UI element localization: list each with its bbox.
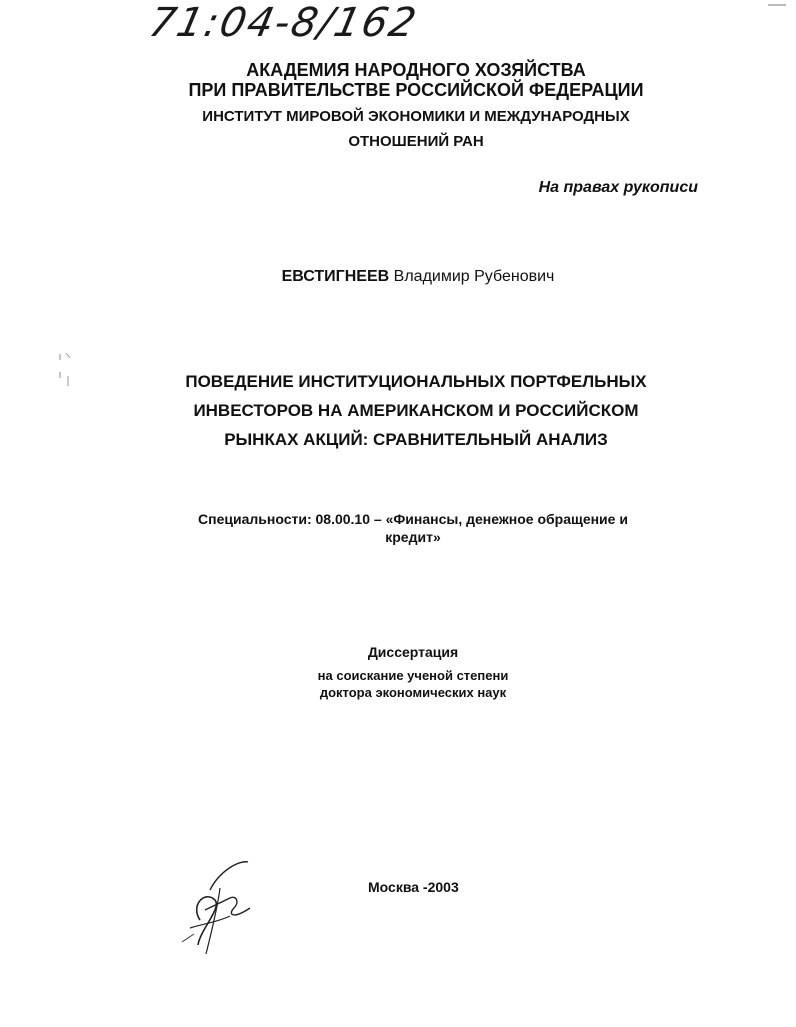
work-type: Диссертация	[367, 644, 459, 660]
author-name	[20, 268, 796, 286]
dissertation-title-line-1: ПОВЕДЕНИЕ ИНСТИТУЦИОНАЛЬНЫХ ПОРТФЕЛЬНЫХ	[185, 372, 647, 391]
specialty-block	[15, 510, 796, 546]
specialty-line-2: кредит»	[385, 529, 441, 545]
organization-line-1: АКАДЕМИЯ НАРОДНОГО ХОЗЯЙСТВА	[246, 60, 586, 80]
institute-line-1: ИНСТИТУТ МИРОВОЙ ЭКОНОМИКИ И МЕЖДУНАРОДНЫХ	[202, 108, 630, 125]
city-year: Москва -2003	[368, 879, 459, 895]
author-surname: ЕВСТИГНЕЕВ	[281, 268, 390, 285]
degree-line-2: доктора экономических наук	[319, 685, 507, 700]
scan-mark	[768, 4, 786, 6]
dissertation-title-line-3: РЫНКАХ АКЦИЙ: СРАВНИТЕЛЬНЫЙ АНАЛИЗ	[224, 430, 608, 449]
archive-code-handwritten: 71:04-8/162	[145, 0, 422, 46]
author-given-names: Владимир Рубенович	[393, 268, 555, 285]
signature-handwritten	[160, 850, 270, 960]
organization-line-2: ПРИ ПРАВИТЕЛЬСТВЕ РОССИЙСКОЙ ФЕДЕРАЦИИ	[188, 80, 644, 100]
specialty-line-1: Специальности: 08.00.10 – «Финансы, денежное обращение и	[198, 511, 628, 527]
dissertation-title-line-2: ИНВЕСТОРОВ НА АМЕРИКАНСКОМ И РОССИЙСКОМ	[193, 401, 639, 420]
degree-line-1: на соискание ученой степени	[317, 668, 509, 683]
manuscript-rights-note: На правах рукописи	[538, 179, 698, 196]
institute-line-2: ОТНОШЕНИЙ РАН	[348, 133, 484, 150]
